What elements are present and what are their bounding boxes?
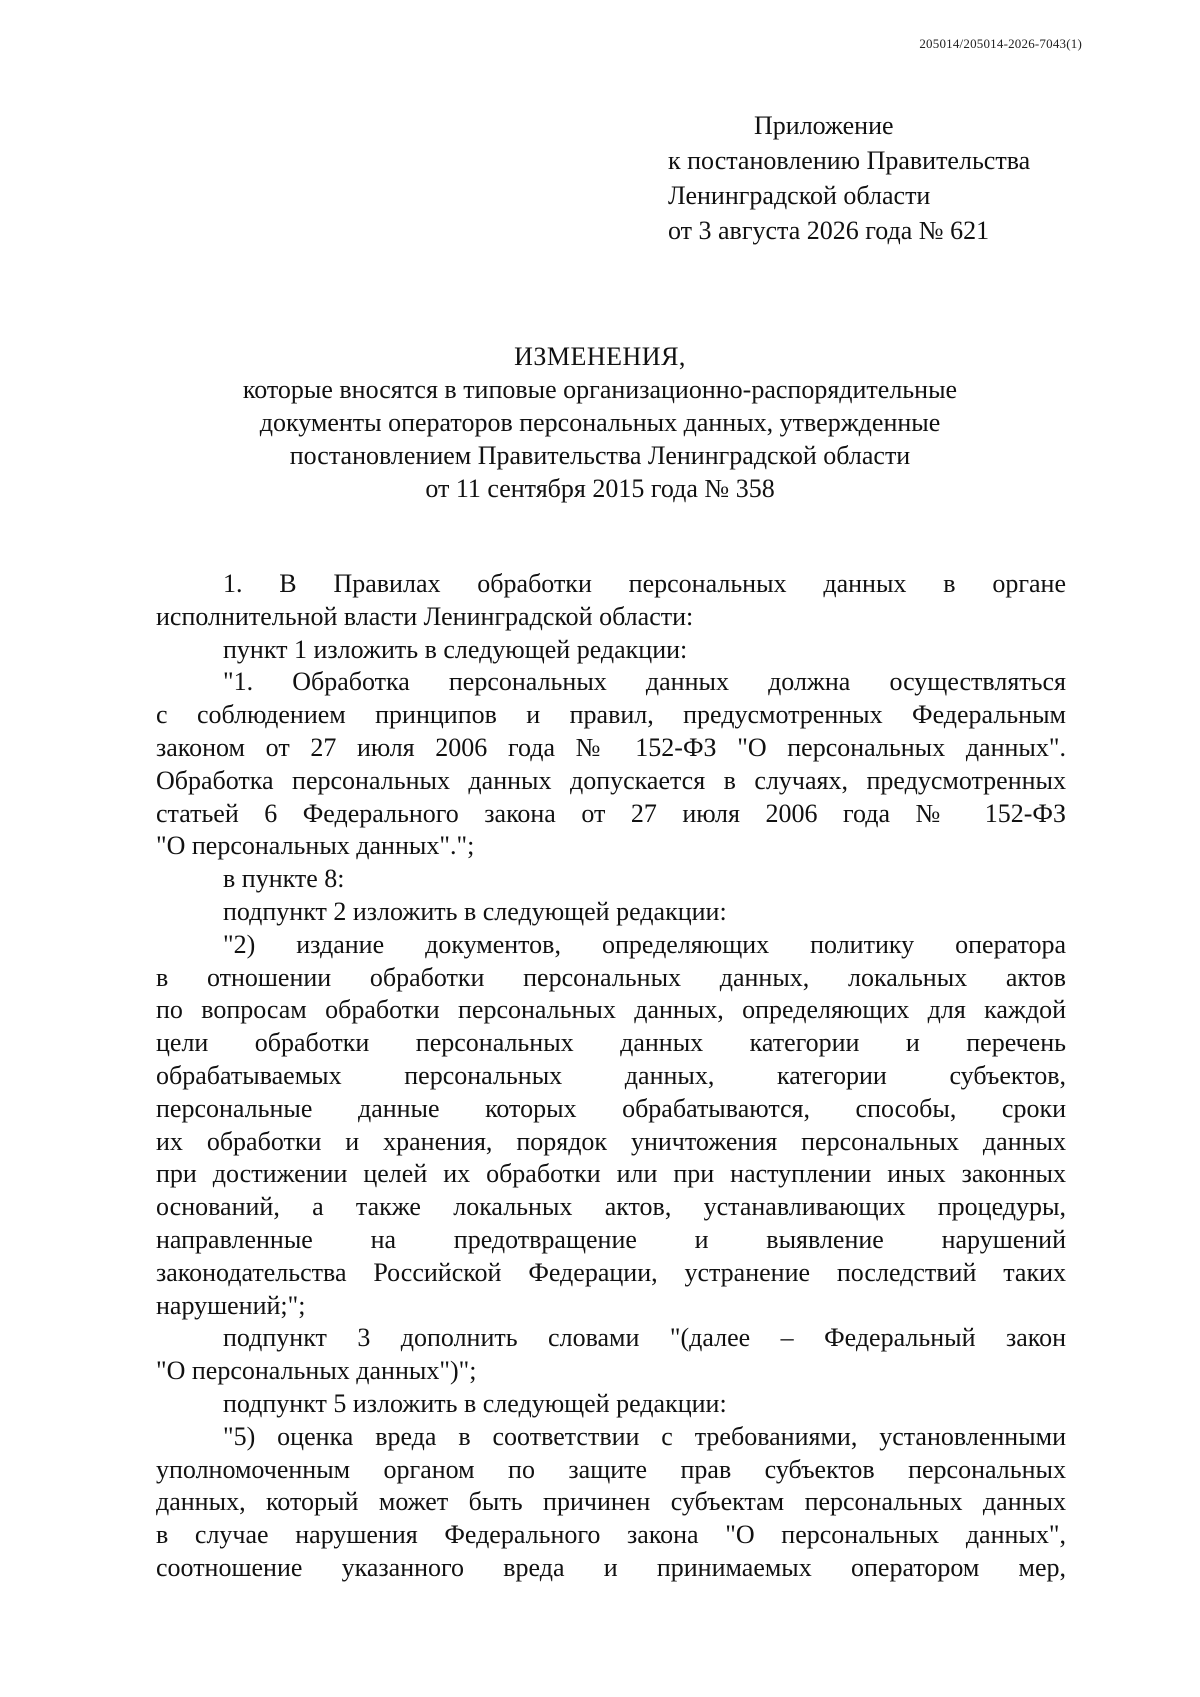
body-line: 1. В Правилах обработки персональных данных в органе <box>223 569 1066 598</box>
body-line: нарушений;"; <box>156 1290 306 1320</box>
title-line: постановлением Правительства Ленинградской области <box>289 441 911 470</box>
appendix-line: Ленинградской области <box>668 181 931 210</box>
body-line: "1. Обработка персональных данных должна осуществляться <box>223 667 1066 697</box>
body-line: пункт 1 изложить в следующей редакции: <box>223 634 688 664</box>
body-line: по вопросам обработки персональных данных, определяющих для каждой <box>156 995 1066 1025</box>
body-line: направленные на предотвращение и выявление нарушений <box>156 1224 1066 1254</box>
body-line: оснований, а также локальных актов, устанавливающих процедуры, <box>156 1192 1066 1222</box>
appendix-line: от 3 августа 2026 года № 621 <box>668 216 990 245</box>
body-line: данных, который может быть причинен субъектам персональных данных <box>156 1487 1066 1517</box>
body-line: при достижении целей их обработки или при наступлении иных законных <box>156 1159 1066 1189</box>
body-line: персональные данные которых обрабатываются, способы, сроки <box>156 1093 1066 1123</box>
appendix-line: Приложение <box>754 111 894 140</box>
body-line: "5) оценка вреда в соответствии с требованиями, установленными <box>223 1421 1066 1451</box>
body-line: соотношение указанного вреда и принимаемых оператором мер, <box>156 1552 1066 1582</box>
body-line: цели обработки персональных данных категории и перечень <box>156 1028 1066 1058</box>
appendix-line: к постановлению Правительства <box>668 146 1031 175</box>
body-line: подпункт 3 дополнить словами "(далее – Федеральный закон <box>223 1323 1066 1353</box>
body-line: в пункте 8: <box>223 864 345 894</box>
body-line: в отношении обработки персональных данных, локальных актов <box>156 962 1066 992</box>
document-code: 205014/205014-2026-7043(1) <box>919 36 1082 51</box>
body-line: "О персональных данных")"; <box>156 1356 477 1386</box>
body-line: их обработки и хранения, порядок уничтожения персональных данных <box>156 1126 1066 1156</box>
title-line: от 11 сентября 2015 года № 358 <box>425 474 775 503</box>
appendix-block <box>668 108 1030 248</box>
title-heading: ИЗМЕНЕНИЯ, <box>514 342 686 371</box>
document-body <box>156 568 1066 1585</box>
body-line: "2) издание документов, определяющих политику оператора <box>223 929 1066 959</box>
body-line: Обработка персональных данных допускается в случаях, предусмотренных <box>156 765 1066 795</box>
body-line: "О персональных данных"."; <box>156 831 475 861</box>
body-line: обрабатываемых персональных данных, категории субъектов, <box>156 1060 1066 1090</box>
document-title <box>150 340 1050 505</box>
title-line: документы операторов персональных данных, утвержденные <box>259 408 941 437</box>
body-line: статьей 6 Федерального закона от 27 июля 2006 года № 152-ФЗ <box>156 798 1066 828</box>
title-line: которые вносятся в типовые организационно-распорядительные <box>242 375 958 404</box>
body-line: законом от 27 июля 2006 года № 152-ФЗ "О персональных данных". <box>156 732 1066 762</box>
body-line: подпункт 5 изложить в следующей редакции: <box>223 1388 727 1418</box>
body-line: исполнительной власти Ленинградской области: <box>156 601 694 631</box>
body-line: подпункт 2 изложить в следующей редакции: <box>223 896 727 926</box>
body-line: с соблюдением принципов и правил, предусмотренных Федеральным <box>156 700 1066 730</box>
body-line: законодательства Российской Федерации, устранение последствий таких <box>156 1257 1066 1287</box>
body-line: в случае нарушения Федерального закона "О персональных данных", <box>156 1520 1066 1550</box>
body-line: уполномоченным органом по защите прав субъектов персональных <box>156 1454 1066 1484</box>
